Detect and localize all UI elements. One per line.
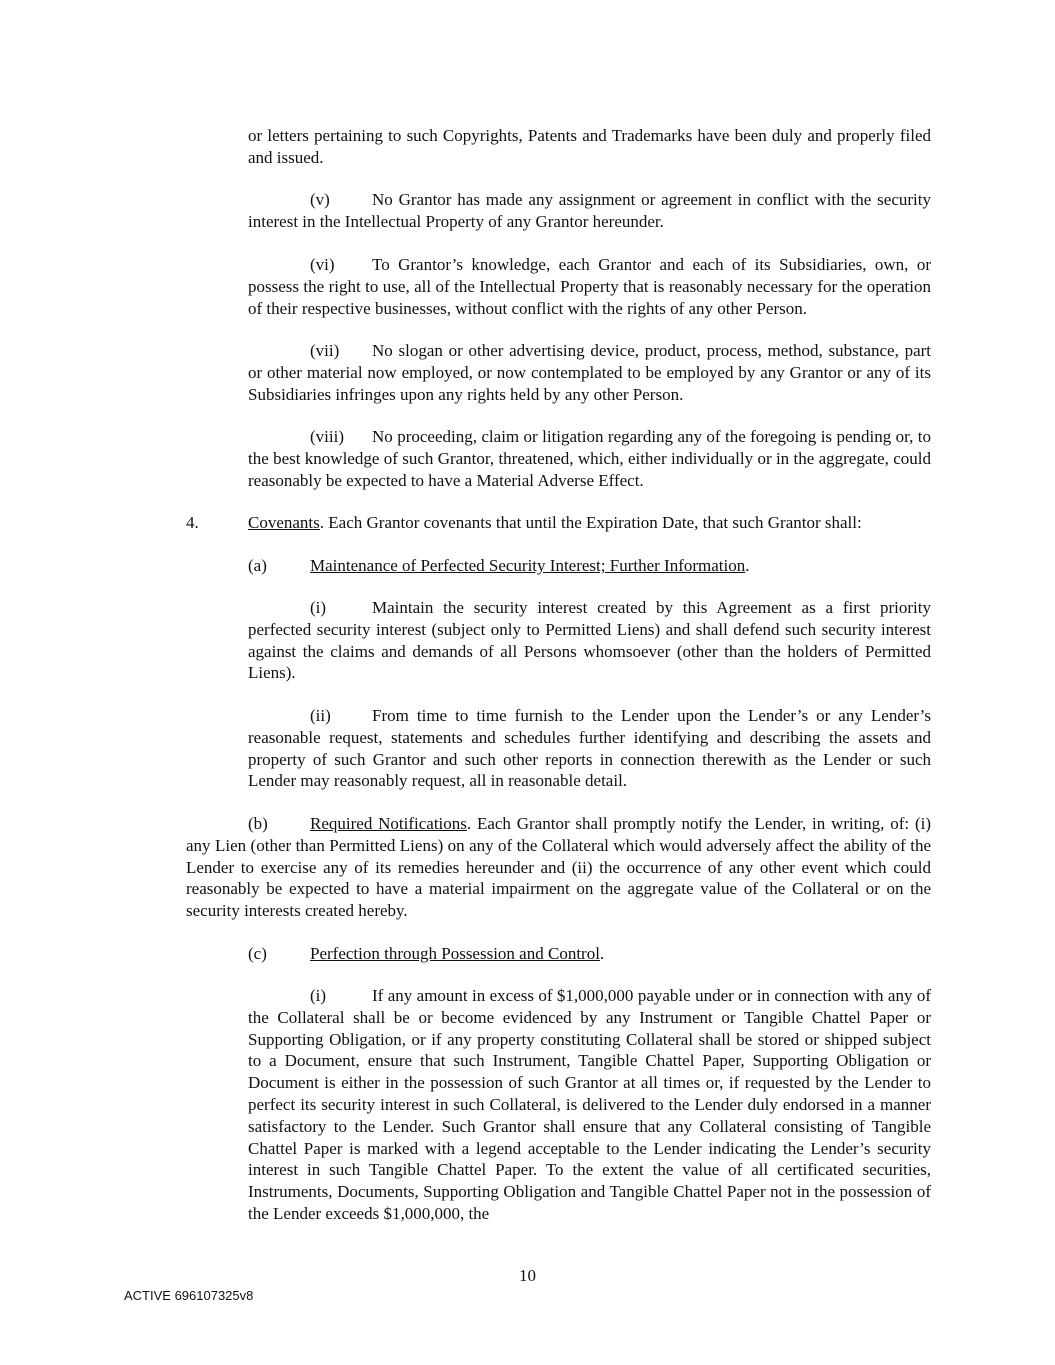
- paragraph-continuation: [248, 125, 931, 169]
- subsection-label: (b): [248, 814, 268, 833]
- clause-vi: [248, 254, 931, 319]
- page-number: 10: [519, 1266, 536, 1285]
- subsection-tail: .: [599, 944, 605, 963]
- subsection-text: . Each Grantor shall promptly notify the Lender, in writing, of: (i) any Lien (other than Permitted Liens) on any of the Collateral which would adversely affect the ability of the Lender to exercise any of its remedies hereunder and (ii) the occurrence of any other event which could reasonably be expected to have a material impairment on the aggregate value of the Collateral or on the security interests created hereby.: [186, 814, 931, 921]
- clause-text: No slogan or other advertising device, product, process, method, substance, part or other material now employed, or now contemplated to be employed by any Grantor or any of its Subsidiaries infringes upon any rights held by any other Person.: [248, 341, 931, 404]
- subsection-label: (a): [248, 556, 267, 575]
- clause-label: (vii): [310, 341, 340, 360]
- clause-vii: [248, 340, 931, 405]
- subsection-label: (c): [248, 944, 267, 963]
- subsection-b: [186, 813, 931, 922]
- clause-text: To Grantor’s knowledge, each Grantor and each of its Subsidiaries, own, or possess the right to use, all of the Intellectual Property that is reasonably necessary for the operation of their respective businesses, without conflict with the rights of any other Person.: [248, 255, 931, 318]
- clause-a-i: [248, 597, 931, 684]
- clause-text: No proceeding, claim or litigation regarding any of the foregoing is pending or, to the best knowledge of such Grantor, threatened, which, either individually or in the aggregate, could reasonably be expected to have a Material Adverse Effect.: [248, 427, 931, 490]
- clause-label: (v): [310, 190, 330, 209]
- clause-label: (ii): [310, 706, 331, 725]
- document-id-footer: ACTIVE 696107325v8: [124, 1288, 254, 1303]
- paragraph-text: or letters pertaining to such Copyrights, Patents and Trademarks have been duly and properly filed and issued.: [248, 126, 931, 167]
- clause-label: (vi): [310, 255, 335, 274]
- clause-label: (i): [310, 598, 327, 617]
- subsection-a-heading: [248, 555, 749, 577]
- clause-label: (i): [310, 986, 327, 1005]
- clause-text: Maintain the security interest created by this Agreement as a first priority perfected security interest (subject only to Permitted Liens) and shall defend such security interest against the claims and demands of all Persons whomsoever (other than the holders of Permitted Liens).: [248, 598, 931, 683]
- subsection-tail: .: [745, 556, 750, 575]
- clause-label: (viii): [310, 427, 344, 446]
- subsection-title: Perfection through Possession and Control: [310, 944, 600, 963]
- clause-text: From time to time furnish to the Lender upon the Lender’s or any Lender’s reasonable request, statements and schedules further identifying and describing the assets and property of such Grantor and such other reports in connection therewith as the Lender or such Lender may reasonably request, all in reasonable detail.: [248, 706, 931, 791]
- section-number: 4.: [186, 513, 199, 532]
- clause-viii: [248, 426, 931, 491]
- clause-v: [248, 189, 931, 233]
- subsection-title: Required Notifications: [310, 814, 467, 833]
- clause-c-i: [248, 985, 931, 1225]
- section-text: . Each Grantor covenants that until the Expiration Date, that such Grantor shall:: [319, 513, 862, 532]
- clause-text: No Grantor has made any assignment or agreement in conflict with the security interest in the Intellectual Property of any Grantor hereunder.: [248, 190, 931, 231]
- subsection-c-heading: [248, 943, 604, 965]
- section-4-heading: [186, 512, 862, 534]
- subsection-title: Maintenance of Perfected Security Interest; Further Information: [310, 556, 746, 575]
- clause-a-ii: [248, 705, 931, 792]
- clause-text: If any amount in excess of $1,000,000 payable under or in connection with any of the Collateral shall be or become evidenced by any Instrument or Tangible Chattel Paper or Supporting Obligation, or if any property constituting Collateral shall be stored or shipped subject to a Document, ensure that such Instrument, Tangible Chattel Paper, Supporting Obligation or Document is either in the possession of such Grantor at all times or, if requested by the Lender to perfect its security interest in such Collateral, is delivered to the Lender duly endorsed in a manner satisfactory to the Lender. Such Grantor shall ensure that any Collateral consisting of Tangible Chattel Paper is marked with a legend acceptable to the Lender indicating the Lender’s security interest in such Tangible Chattel Paper. To the extent the value of all certificated securities, Instruments, Documents, Supporting Obligation and Tangible Chattel Paper not in the possession of the Lender exceeds $1,000,000, the: [248, 986, 931, 1223]
- section-title: Covenants: [248, 513, 320, 532]
